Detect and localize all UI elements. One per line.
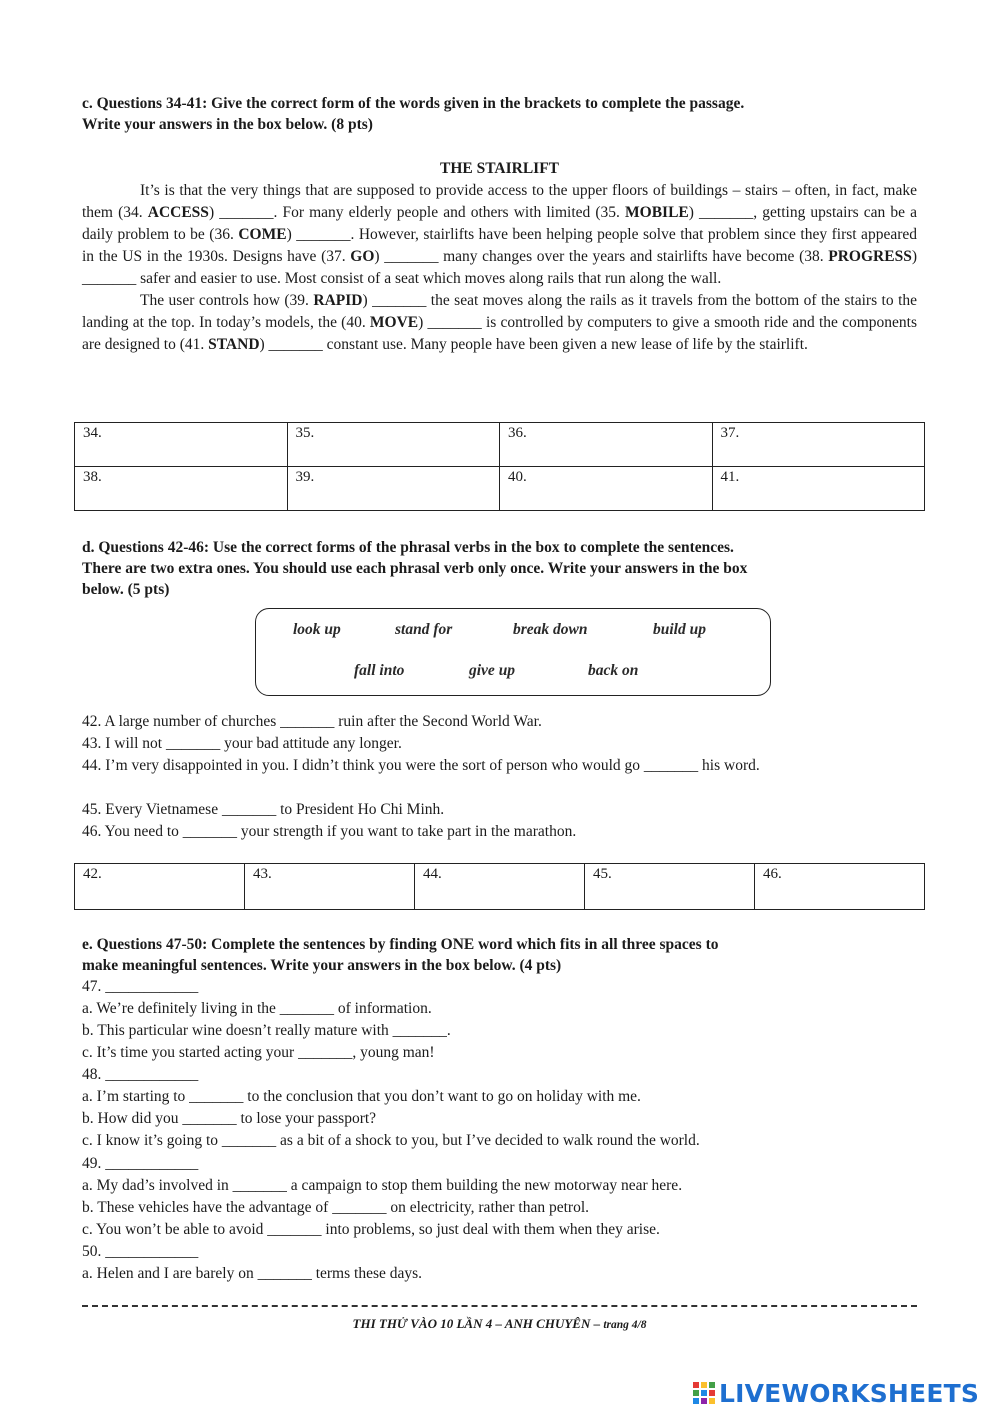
question-49c: c. You won’t be able to avoid _______ into problems, so just deal with them when they arise. <box>82 1221 660 1238</box>
sentence-44: 44. I’m very disappointed in you. I didn’t think you were the sort of person who would go _______ his word. <box>82 757 760 774</box>
section-c-heading <box>82 93 917 135</box>
phrasal-verb-option: stand for <box>395 621 453 638</box>
answer-cell-38[interactable]: 38. <box>75 467 288 511</box>
question-47a: a. We’re definitely living in the _______ of information. <box>82 1000 432 1017</box>
section-d-heading-line2: There are two extra ones. You should use each phrasal verb only once. Write your answers in the box <box>82 560 748 577</box>
sentence-45: 45. Every Vietnamese _______ to President Ho Chi Minh. <box>82 801 445 818</box>
phrasal-verb-box <box>255 608 771 696</box>
question-49a: a. My dad’s involved in _______ a campaign to stop them building the new motorway near here. <box>82 1177 683 1194</box>
answer-cell-45[interactable]: 45. <box>585 864 755 910</box>
phrasal-verb-option: break down <box>513 621 588 638</box>
answer-cell-35[interactable]: 35. <box>287 423 500 467</box>
answer-table-34-41 <box>74 422 925 511</box>
answer-cell-46[interactable]: 46. <box>755 864 925 910</box>
passage-paragraph-2: The user controls how (39. RAPID) _______ the seat moves along the rails as it travels from the bottom of the stairs to the landing at the top. In today’s models, the (40. MOVE) _______ is controlled by computers to give a smooth ride and the components are designed to (41. STAND) _______ constant use. Many people have been given a new lease of life by the stairlift. <box>82 292 918 353</box>
section-d-heading-line3: below. (5 pts) <box>82 581 170 598</box>
phrasal-verb-option: build up <box>653 621 706 638</box>
question-48-answer-line[interactable]: 48. ____________ <box>82 1066 199 1083</box>
phrasal-verb-option: give up <box>469 662 516 679</box>
section-c-heading-line2: Write your answers in the box below. (8 pts) <box>82 116 373 133</box>
question-50-answer-line[interactable]: 50. ____________ <box>82 1243 199 1260</box>
liveworksheets-grid-icon <box>692 1381 716 1405</box>
answer-cell-44[interactable]: 44. <box>415 864 585 910</box>
answer-cell-40[interactable]: 40. <box>500 467 713 511</box>
table-row <box>75 864 925 910</box>
footer-divider <box>82 1305 917 1307</box>
passage-title: THE STAIRLIFT <box>439 160 559 177</box>
section-e-heading-line2: make meaningful sentences. Write your answers in the box below. (4 pts) <box>82 957 562 974</box>
answer-cell-39[interactable]: 39. <box>287 467 500 511</box>
passage-paragraph-1: It’s is that the very things that are supposed to provide access to the upper floors of buildings – stairs – often, in fact, make them (34. ACCESS) _______. For many elderly people and others with limited (35. MOBILE) _______, getting upstairs can be a daily problem to be (36. COME) _______. However, stairlifts have been helping people solve that problem since they first appeared in the US in the 1930s. Designs have (37. GO) _______ many changes over the years and stairlifts have become (38. PROGRESS) _______ safer and easier to use. Most consist of a seat which moves along rails that run along the wall. <box>82 182 918 287</box>
sentence-43: 43. I will not _______ your bad attitude any longer. <box>82 735 402 752</box>
section-d-heading-line1: d. Questions 42-46: Use the correct forms of the phrasal verbs in the box to complete the sentences. <box>82 539 734 556</box>
answer-cell-37[interactable]: 37. <box>712 423 925 467</box>
question-48c: c. I know it’s going to _______ as a bit of a shock to you, but I’ve decided to walk round the world. <box>82 1132 700 1149</box>
answer-table-42-46 <box>74 863 925 910</box>
question-47c: c. It’s time you started acting your _______, young man! <box>82 1044 435 1061</box>
answer-cell-41[interactable]: 41. <box>712 467 925 511</box>
sentence-46: 46. You need to _______ your strength if you want to take part in the marathon. <box>82 823 577 840</box>
stairlift-passage <box>82 180 917 356</box>
answer-cell-42[interactable]: 42. <box>75 864 245 910</box>
table-row <box>75 423 925 467</box>
liveworksheets-wordmark: LIVEWORKSHEETS <box>719 1378 980 1408</box>
answer-cell-34[interactable]: 34. <box>75 423 288 467</box>
liveworksheets-logo[interactable] <box>692 1378 979 1408</box>
section-c-heading-line1: c. Questions 34-41: Give the correct form of the words given in the brackets to complete the passage. <box>82 95 745 112</box>
question-47b: b. This particular wine doesn’t really mature with _______. <box>82 1022 451 1039</box>
phrasal-verb-option: look up <box>293 621 341 638</box>
question-50a: a. Helen and I are barely on _______ terms these days. <box>82 1265 423 1282</box>
question-48a: a. I’m starting to _______ to the conclusion that you don’t want to go on holiday with me. <box>82 1088 641 1105</box>
question-49b: b. These vehicles have the advantage of _______ on electricity, rather than petrol. <box>82 1199 590 1216</box>
answer-cell-43[interactable]: 43. <box>245 864 415 910</box>
section-e-heading-line1: e. Questions 47-50: Complete the sentences by finding ONE word which fits in all three spaces to <box>82 936 719 953</box>
question-49-answer-line[interactable]: 49. ____________ <box>82 1155 199 1172</box>
answer-cell-36[interactable]: 36. <box>500 423 713 467</box>
section-e-heading <box>82 934 917 976</box>
question-47-answer-line[interactable]: 47. ____________ <box>82 978 199 995</box>
table-row <box>75 467 925 511</box>
question-48b: b. How did you _______ to lose your passport? <box>82 1110 377 1127</box>
phrasal-verb-option: fall into <box>354 662 405 679</box>
sentence-42: 42. A large number of churches _______ ruin after the Second World War. <box>82 713 542 730</box>
footer-page-number: trang 4/8 <box>603 1319 647 1331</box>
phrasal-verb-option: back on <box>588 662 639 679</box>
footer-exam-title: THI THỬ VÀO 10 LẦN 4 – ANH CHUYÊN – <box>352 1316 604 1331</box>
section-d-heading <box>82 537 917 600</box>
page-footer <box>82 1316 917 1332</box>
